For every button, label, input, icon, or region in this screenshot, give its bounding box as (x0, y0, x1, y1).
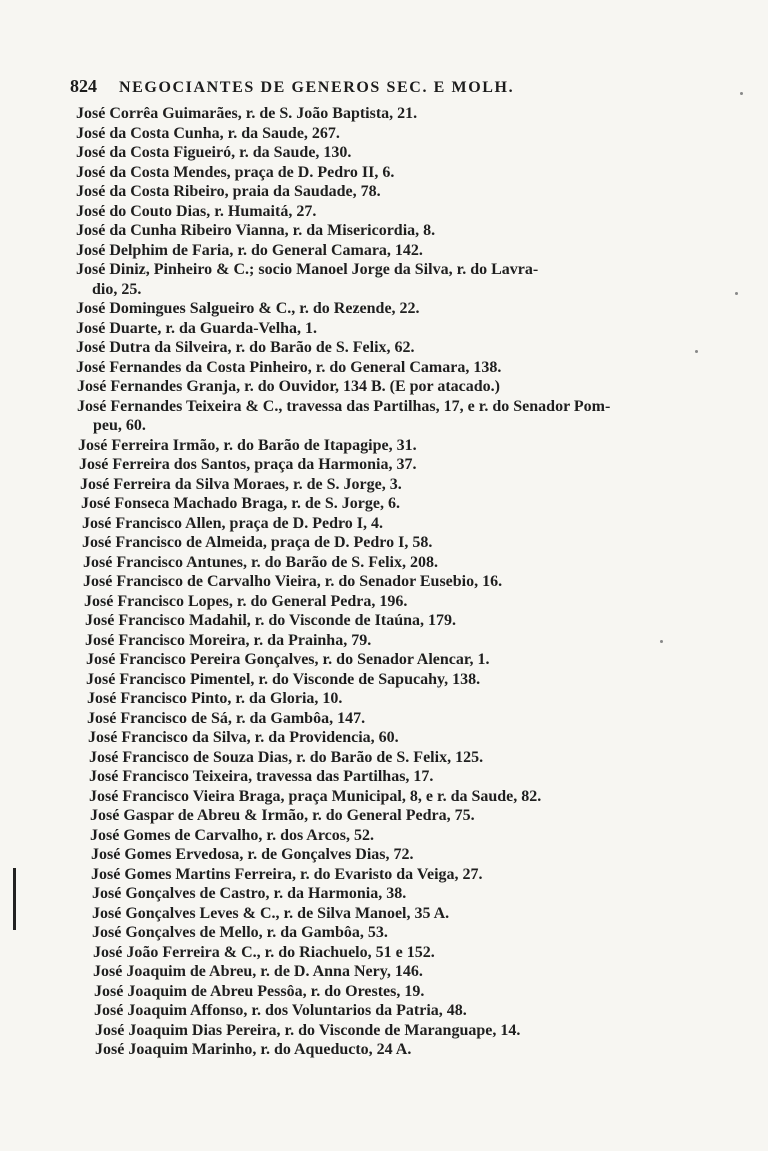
directory-entry: José Joaquim Affonso, r. dos Voluntarios da Patria, 48. (94, 1002, 467, 1019)
directory-entry: José da Costa Figueiró, r. da Saude, 130. (76, 144, 352, 161)
page-title: NEGOCIANTES DE GENEROS SEC. E MOLH. (119, 79, 515, 96)
directory-entry: José Francisco Antunes, r. do Barão de S. Felix, 208. (83, 553, 438, 571)
directory-entry: José Francisco Pinto, r. da Gloria, 10. (87, 690, 343, 707)
directory-entry: José Ferreira da Silva Moraes, r. de S. Jorge, 3. (80, 475, 402, 493)
directory-entry: José da Costa Mendes, praça de D. Pedro II, 6. (76, 163, 395, 181)
directory-entry: José João Ferreira & C., r. do Riachuelo, 51 e 152. (93, 943, 435, 961)
directory-entry: José Gomes de Carvalho, r. dos Arcos, 52. (90, 826, 374, 844)
speck (695, 350, 698, 353)
entry-list (0, 104, 768, 1060)
directory-entry: José Fernandes Granja, r. do Ouvidor, 134 B. (E por atacado.) (77, 378, 500, 395)
directory-entry: José Francisco Pimentel, r. do Visconde de Sapucahy, 138. (86, 670, 481, 688)
directory-entry: José Fonseca Machado Braga, r. de S. Jorge, 6. (81, 495, 400, 512)
speck (660, 640, 663, 643)
directory-entry: José da Cunha Ribeiro Vianna, r. da Misericordia, 8. (76, 222, 436, 239)
directory-entry: José Gonçalves de Mello, r. da Gambôa, 53. (92, 924, 388, 941)
directory-entry: peu, 60. (93, 417, 146, 434)
directory-entry: José do Couto Dias, r. Humaitá, 27. (76, 202, 317, 220)
directory-entry: José Francisco Lopes, r. do General Pedra, 196. (84, 592, 408, 610)
directory-entry: José Francisco de Souza Dias, r. do Barão de S. Felix, 125. (89, 748, 484, 766)
directory-entry: José Joaquim Dias Pereira, r. do Visconde de Maranguape, 14. (95, 1021, 521, 1039)
directory-entry: José Joaquim de Abreu, r. de D. Anna Nery, 146. (93, 963, 423, 980)
page-header (70, 76, 670, 97)
directory-entry: José da Costa Cunha, r. da Saude, 267. (76, 124, 340, 142)
directory-entry: José Francisco Pereira Gonçalves, r. do Senador Alencar, 1. (86, 651, 490, 668)
directory-entry: José Gomes Ervedosa, r. de Gonçalves Dias, 72. (91, 846, 414, 863)
directory-entry: José Corrêa Guimarães, r. de S. João Baptista, 21. (76, 105, 418, 122)
directory-entry: José Francisco da Silva, r. da Providencia, 60. (88, 729, 399, 746)
directory-entry: José Francisco de Sá, r. da Gambôa, 147. (87, 709, 366, 727)
directory-entry: José Joaquim Marinho, r. do Aqueducto, 24 A. (95, 1041, 412, 1058)
directory-entry: José Dutra da Silveira, r. do Barão de S. Felix, 62. (76, 339, 415, 356)
directory-entry: José Duarte, r. da Guarda-Velha, 1. (76, 319, 318, 337)
directory-entry: José Delphim de Faria, r. do General Camara, 142. (76, 241, 423, 259)
directory-entry: José da Costa Ribeiro, praia da Saudade, 78. (76, 183, 381, 200)
directory-entry: José Gomes Martins Ferreira, r. do Evaristo da Veiga, 27. (91, 865, 483, 883)
directory-entry: José Francisco Teixeira, travessa das Partilhas, 17. (89, 768, 434, 785)
directory-entry: José Diniz, Pinheiro & C.; socio Manoel Jorge da Silva, r. do Lavra- (76, 261, 539, 278)
directory-entry: José Francisco Madahil, r. do Visconde de Itaúna, 179. (85, 612, 456, 629)
directory-entry: José Fernandes Teixeira & C., travessa das Partilhas, 17, e r. do Senador Pom- (77, 397, 611, 415)
margin-mark (13, 868, 16, 930)
speck (735, 292, 738, 295)
directory-entry: José Gonçalves de Castro, r. da Harmonia, 38. (92, 885, 407, 902)
directory-entry: José Francisco de Almeida, praça de D. Pedro I, 58. (82, 534, 433, 551)
directory-entry: José Ferreira dos Santos, praça da Harmonia, 37. (79, 456, 417, 473)
directory-entry: José Ferreira Irmão, r. do Barão de Itapagipe, 31. (78, 436, 417, 454)
directory-entry: dio, 25. (92, 280, 142, 298)
directory-entry: José Francisco Moreira, r. da Prainha, 79. (85, 631, 372, 649)
page-number: 824 (70, 76, 97, 96)
directory-entry: José Francisco Vieira Braga, praça Municipal, 8, e r. da Saude, 82. (89, 787, 542, 805)
directory-entry: José Fernandes da Costa Pinheiro, r. do General Camara, 138. (76, 358, 502, 376)
speck (740, 92, 743, 95)
directory-entry: José Gaspar de Abreu & Irmão, r. do General Pedra, 75. (90, 807, 475, 824)
directory-entry: José Joaquim de Abreu Pessôa, r. do Orestes, 19. (94, 982, 425, 1000)
directory-entry: José Francisco Allen, praça de D. Pedro I, 4. (82, 514, 384, 532)
directory-entry: José Francisco de Carvalho Vieira, r. do Senador Eusebio, 16. (83, 573, 503, 590)
directory-entry: José Domingues Salgueiro & C., r. do Rezende, 22. (76, 300, 420, 317)
directory-entry: José Gonçalves Leves & C., r. de Silva Manoel, 35 A. (92, 904, 450, 922)
